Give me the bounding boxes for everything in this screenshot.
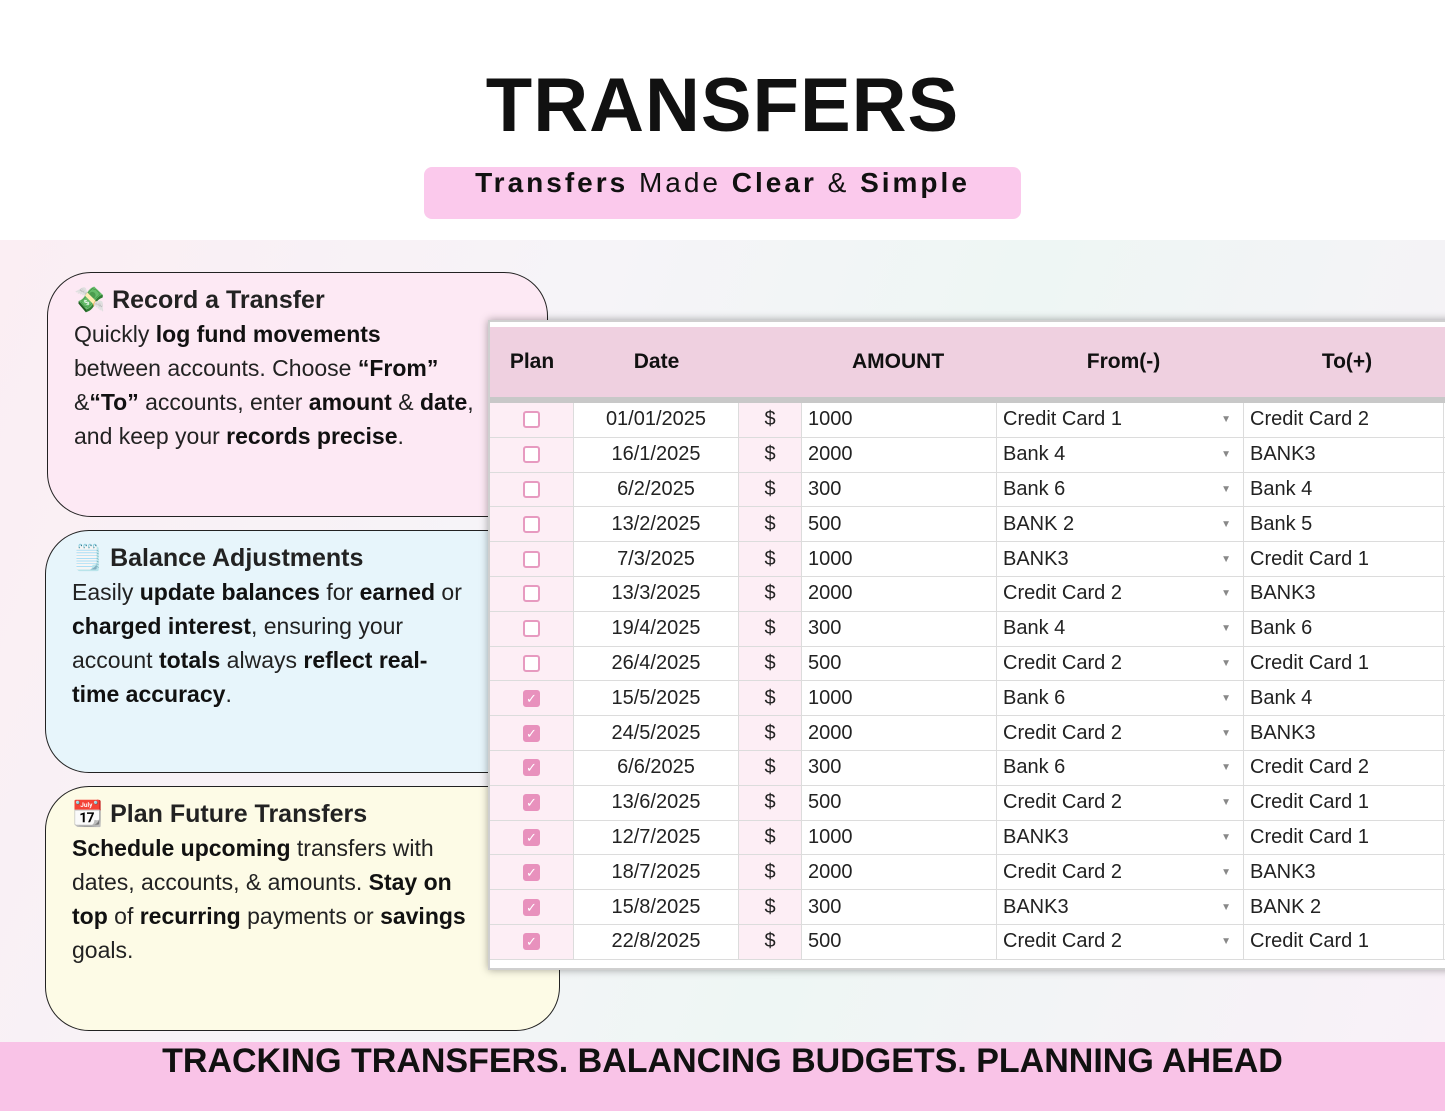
to-dropdown[interactable]: Credit Card 1 xyxy=(1244,647,1444,681)
plan-checkbox[interactable] xyxy=(523,655,540,672)
col-to: To(+) xyxy=(1321,350,1373,373)
to-dropdown[interactable]: Bank 4 xyxy=(1244,681,1444,715)
currency-cell: $ xyxy=(739,681,802,715)
calendar-icon: 📆 xyxy=(72,800,104,828)
from-dropdown[interactable] xyxy=(997,751,1244,785)
card-text-segment: Quickly xyxy=(74,321,156,347)
date-cell[interactable]: 19/4/2025 xyxy=(574,612,739,646)
plan-checkbox[interactable]: ✓ xyxy=(523,690,540,707)
table-row xyxy=(490,507,1445,542)
plan-checkbox[interactable]: ✓ xyxy=(523,725,540,742)
dropdown-arrow-icon[interactable]: ▼ xyxy=(1221,588,1231,600)
plan-cell xyxy=(490,855,574,889)
dropdown-arrow-icon[interactable]: ▼ xyxy=(1221,623,1231,635)
to-dropdown[interactable]: Credit Card 1 xyxy=(1244,786,1444,820)
subtitle-part: & xyxy=(816,167,861,198)
plan-checkbox[interactable]: ✓ xyxy=(523,933,540,950)
dropdown-arrow-icon[interactable]: ▼ xyxy=(1221,831,1231,843)
table-header xyxy=(490,327,1445,403)
currency-cell: $ xyxy=(739,855,802,889)
plan-cell xyxy=(490,925,574,959)
from-dropdown[interactable] xyxy=(997,647,1244,681)
from-value: Credit Card 2 xyxy=(1003,651,1122,674)
card-text-segment: totals xyxy=(158,647,221,673)
amount-cell[interactable]: 300 xyxy=(802,473,997,507)
amount-cell[interactable]: 1000 xyxy=(802,542,997,576)
date-cell[interactable]: 13/6/2025 xyxy=(574,786,739,820)
currency-cell: $ xyxy=(739,925,802,959)
currency-cell: $ xyxy=(739,542,802,576)
card-text xyxy=(74,317,474,453)
currency-cell: $ xyxy=(739,890,802,924)
from-dropdown[interactable] xyxy=(997,612,1244,646)
card-text-segment: recurring xyxy=(139,903,241,929)
card-text-segment: . xyxy=(225,681,232,707)
table-row xyxy=(490,542,1445,577)
amount-cell[interactable]: 500 xyxy=(802,647,997,681)
card-text-segment: or xyxy=(435,579,462,605)
card-text-segment: Easily xyxy=(72,579,140,605)
date-cell[interactable]: 13/2/2025 xyxy=(574,507,739,541)
from-value: BANK 2 xyxy=(1003,512,1075,535)
col-date: Date xyxy=(633,350,680,373)
feature-card-balance xyxy=(45,530,545,773)
date-cell[interactable]: 13/3/2025 xyxy=(574,577,739,611)
card-text-segment: update balances xyxy=(139,579,320,605)
currency-cell: $ xyxy=(739,716,802,750)
card-text-segment: , ensuring your account xyxy=(72,613,404,673)
amount-cell[interactable]: 2000 xyxy=(802,855,997,889)
plan-cell xyxy=(490,681,574,715)
to-dropdown[interactable]: Credit Card 1 xyxy=(1244,925,1444,959)
card-text-segment: log fund movements xyxy=(155,321,381,347)
plan-checkbox[interactable] xyxy=(523,620,540,637)
card-text-segment: & xyxy=(391,389,420,415)
dropdown-arrow-icon[interactable]: ▼ xyxy=(1221,762,1231,774)
currency-cell: $ xyxy=(739,577,802,611)
amount-cell[interactable]: 500 xyxy=(802,786,997,820)
to-dropdown[interactable]: BANK3 xyxy=(1244,577,1444,611)
dropdown-arrow-icon[interactable]: ▼ xyxy=(1221,483,1231,495)
card-text-segment: earned xyxy=(359,579,436,605)
card-text xyxy=(72,575,472,711)
feature-card-record xyxy=(47,272,548,517)
dropdown-arrow-icon[interactable]: ▼ xyxy=(1221,518,1231,530)
amount-cell[interactable]: 2000 xyxy=(802,438,997,472)
card-text-segment: goals. xyxy=(72,937,134,963)
plan-checkbox[interactable] xyxy=(523,446,540,463)
to-dropdown[interactable]: BANK3 xyxy=(1244,855,1444,889)
date-cell[interactable]: 15/5/2025 xyxy=(574,681,739,715)
amount-cell[interactable]: 1000 xyxy=(802,681,997,715)
from-dropdown[interactable] xyxy=(997,716,1244,750)
amount-cell[interactable]: 1000 xyxy=(802,403,997,437)
to-dropdown[interactable]: Bank 4 xyxy=(1244,473,1444,507)
amount-cell[interactable]: 500 xyxy=(802,925,997,959)
to-dropdown[interactable]: Credit Card 2 xyxy=(1244,403,1444,437)
plan-checkbox[interactable]: ✓ xyxy=(523,794,540,811)
plan-cell xyxy=(490,786,574,820)
plan-checkbox[interactable]: ✓ xyxy=(523,829,540,846)
to-dropdown[interactable]: Bank 5 xyxy=(1244,507,1444,541)
subtitle-part: Clear xyxy=(731,167,817,198)
from-dropdown[interactable] xyxy=(997,681,1244,715)
from-value: Credit Card 2 xyxy=(1003,860,1122,883)
table-row xyxy=(490,681,1445,716)
from-dropdown[interactable] xyxy=(997,507,1244,541)
from-dropdown[interactable] xyxy=(997,855,1244,889)
table-row xyxy=(490,716,1445,751)
card-text-segment: “From” xyxy=(357,355,439,381)
amount-cell[interactable]: 1000 xyxy=(802,821,997,855)
dropdown-arrow-icon[interactable]: ▼ xyxy=(1221,727,1231,739)
to-dropdown[interactable]: BANK 2 xyxy=(1244,890,1444,924)
to-dropdown[interactable]: BANK3 xyxy=(1244,438,1444,472)
card-text-segment: Schedule upcoming xyxy=(72,835,291,861)
date-cell[interactable]: 12/7/2025 xyxy=(574,821,739,855)
from-dropdown[interactable] xyxy=(997,821,1244,855)
dropdown-arrow-icon[interactable]: ▼ xyxy=(1221,936,1231,948)
transfers-table xyxy=(488,320,1445,970)
date-cell[interactable]: 18/7/2025 xyxy=(574,855,739,889)
subtitle-part: Made xyxy=(628,167,732,198)
card-text-segment: of xyxy=(107,903,140,929)
amount-cell[interactable]: 500 xyxy=(802,507,997,541)
date-cell[interactable]: 6/2/2025 xyxy=(574,473,739,507)
plan-cell xyxy=(490,473,574,507)
from-value: BANK3 xyxy=(1003,547,1069,570)
from-value: Bank 6 xyxy=(1003,686,1066,709)
date-cell[interactable]: 26/4/2025 xyxy=(574,647,739,681)
amount-cell[interactable]: 2000 xyxy=(802,716,997,750)
table-row xyxy=(490,577,1445,612)
to-dropdown[interactable]: Credit Card 2 xyxy=(1244,751,1444,785)
card-text-segment: records precise xyxy=(226,423,398,449)
currency-cell: $ xyxy=(739,403,802,437)
card-text-segment: reflect real-time accuracy xyxy=(72,647,428,707)
card-text-segment: charged interest xyxy=(72,613,251,639)
currency-cell: $ xyxy=(739,438,802,472)
col-plan: Plan xyxy=(509,350,555,373)
card-text-segment: between accounts. Choose xyxy=(74,355,358,381)
to-dropdown[interactable]: Credit Card 1 xyxy=(1244,542,1444,576)
money-icon: 💸 xyxy=(74,286,106,314)
plan-checkbox[interactable]: ✓ xyxy=(523,864,540,881)
plan-checkbox[interactable] xyxy=(523,481,540,498)
dropdown-arrow-icon[interactable]: ▼ xyxy=(1221,657,1231,669)
card-text-segment: “To” xyxy=(89,389,139,415)
notepad-icon: 🗒️ xyxy=(72,544,104,572)
dropdown-arrow-icon[interactable]: ▼ xyxy=(1221,797,1231,809)
currency-cell: $ xyxy=(739,751,802,785)
table-row xyxy=(490,612,1445,647)
from-value: Credit Card 1 xyxy=(1003,408,1122,431)
currency-cell: $ xyxy=(739,612,802,646)
to-dropdown[interactable]: Bank 6 xyxy=(1244,612,1444,646)
from-value: Credit Card 2 xyxy=(1003,791,1122,814)
from-value: Credit Card 2 xyxy=(1003,582,1122,605)
currency-cell: $ xyxy=(739,647,802,681)
table-row xyxy=(490,925,1445,960)
table-body xyxy=(490,403,1445,960)
from-dropdown[interactable] xyxy=(997,403,1244,437)
card-text-segment: amount xyxy=(308,389,392,415)
col-amount: AMOUNT xyxy=(852,350,945,373)
card-text-segment: payments or xyxy=(240,903,381,929)
card-text-segment: savings xyxy=(380,903,466,929)
from-dropdown[interactable] xyxy=(997,473,1244,507)
date-cell[interactable]: 7/3/2025 xyxy=(574,542,739,576)
amount-cell[interactable]: 2000 xyxy=(802,577,997,611)
amount-cell[interactable]: 300 xyxy=(802,890,997,924)
to-dropdown[interactable]: Credit Card 1 xyxy=(1244,821,1444,855)
page-title: TRANSFERS xyxy=(485,63,960,148)
plan-cell xyxy=(490,542,574,576)
currency-cell: $ xyxy=(739,473,802,507)
plan-cell xyxy=(490,403,574,437)
currency-cell: $ xyxy=(739,507,802,541)
amount-cell[interactable]: 300 xyxy=(802,751,997,785)
table-row xyxy=(490,473,1445,508)
date-cell[interactable]: 01/01/2025 xyxy=(574,403,739,437)
table-row xyxy=(490,438,1445,473)
from-dropdown[interactable] xyxy=(997,925,1244,959)
card-text-segment: date xyxy=(419,389,468,415)
plan-cell xyxy=(490,751,574,785)
plan-cell xyxy=(490,821,574,855)
footer-banner: TRACKING TRANSFERS. BALANCING BUDGETS. PLANNING AHEAD xyxy=(0,1042,1445,1111)
currency-cell: $ xyxy=(739,786,802,820)
dropdown-arrow-icon[interactable]: ▼ xyxy=(1221,449,1231,461)
dropdown-arrow-icon[interactable]: ▼ xyxy=(1221,866,1231,878)
plan-cell xyxy=(490,507,574,541)
card-text-segment: accounts, enter xyxy=(138,389,309,415)
plan-checkbox[interactable] xyxy=(523,551,540,568)
from-dropdown[interactable] xyxy=(997,438,1244,472)
plan-checkbox[interactable] xyxy=(523,585,540,602)
plan-checkbox[interactable]: ✓ xyxy=(523,899,540,916)
plan-cell xyxy=(490,890,574,924)
from-dropdown[interactable] xyxy=(997,786,1244,820)
plan-cell xyxy=(490,647,574,681)
from-value: Bank 6 xyxy=(1003,756,1066,779)
from-value: Bank 4 xyxy=(1003,443,1066,466)
card-text-segment: & xyxy=(74,389,90,415)
dropdown-arrow-icon[interactable]: ▼ xyxy=(1221,553,1231,565)
from-dropdown[interactable] xyxy=(997,890,1244,924)
card-heading: Plan Future Transfers xyxy=(110,800,368,828)
date-cell[interactable]: 16/1/2025 xyxy=(574,438,739,472)
plan-checkbox[interactable] xyxy=(523,516,540,533)
plan-cell xyxy=(490,577,574,611)
card-text-segment: . xyxy=(397,423,404,449)
card-text-segment: transfers with dates, accounts, & amounts. xyxy=(72,835,434,895)
card-heading: Record a Transfer xyxy=(112,286,325,314)
date-cell[interactable]: 6/6/2025 xyxy=(574,751,739,785)
from-value: Bank 6 xyxy=(1003,477,1066,500)
table-row xyxy=(490,786,1445,821)
plan-cell xyxy=(490,438,574,472)
table-row xyxy=(490,647,1445,682)
card-text-segment: always xyxy=(220,647,304,673)
table-row xyxy=(490,855,1445,890)
table-row xyxy=(490,821,1445,856)
subtitle-part: Transfers xyxy=(475,167,629,198)
to-dropdown[interactable]: BANK3 xyxy=(1244,716,1444,750)
subtitle-pill xyxy=(424,167,1021,219)
from-value: Credit Card 2 xyxy=(1003,721,1122,744)
plan-checkbox[interactable] xyxy=(523,411,540,428)
table-row xyxy=(490,751,1445,786)
card-text-segment: for xyxy=(319,579,360,605)
plan-cell xyxy=(490,716,574,750)
dropdown-arrow-icon[interactable]: ▼ xyxy=(1221,414,1231,426)
table-row xyxy=(490,403,1445,438)
dropdown-arrow-icon[interactable]: ▼ xyxy=(1221,901,1231,913)
card-heading: Balance Adjustments xyxy=(110,544,364,572)
from-value: Credit Card 2 xyxy=(1003,930,1122,953)
amount-cell[interactable]: 300 xyxy=(802,612,997,646)
date-cell[interactable]: 15/8/2025 xyxy=(574,890,739,924)
feature-card-plan xyxy=(45,786,560,1031)
table-row xyxy=(490,890,1445,925)
date-cell[interactable]: 24/5/2025 xyxy=(574,716,739,750)
card-text xyxy=(72,831,472,967)
date-cell[interactable]: 22/8/2025 xyxy=(574,925,739,959)
plan-cell xyxy=(490,612,574,646)
from-value: BANK3 xyxy=(1003,825,1069,848)
dropdown-arrow-icon[interactable]: ▼ xyxy=(1221,692,1231,704)
from-value: BANK3 xyxy=(1003,895,1069,918)
currency-cell: $ xyxy=(739,821,802,855)
subtitle-part: Simple xyxy=(860,167,970,198)
col-from: From(-) xyxy=(1086,350,1161,373)
from-value: Bank 4 xyxy=(1003,617,1066,640)
card-text-segment: , and keep your xyxy=(74,389,474,449)
plan-checkbox[interactable]: ✓ xyxy=(523,759,540,776)
card-text-segment: Stay on top xyxy=(72,869,452,929)
from-dropdown[interactable] xyxy=(997,577,1244,611)
from-dropdown[interactable] xyxy=(997,542,1244,576)
